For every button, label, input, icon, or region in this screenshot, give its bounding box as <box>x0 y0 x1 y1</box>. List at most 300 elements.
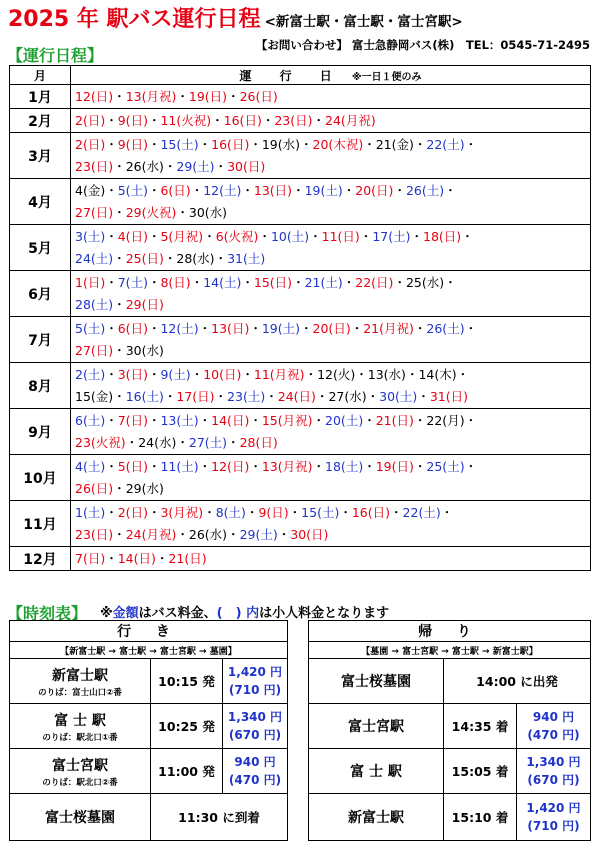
day-entry: 20(日) <box>355 183 394 198</box>
return-route: 【墓園 → 富士宮駅 → 富士駅 → 新富士駅】 <box>309 642 591 659</box>
separator: ・ <box>176 435 189 450</box>
operating-days <box>71 225 591 271</box>
fare-cell <box>517 794 591 841</box>
separator: ・ <box>312 413 326 428</box>
separator: ・ <box>113 89 126 104</box>
operating-days <box>71 501 591 547</box>
separator: ・ <box>363 413 376 428</box>
day-entry: 24(月祝) <box>325 113 376 128</box>
days-line <box>75 318 586 340</box>
first-station: 富士桜墓園 <box>309 659 444 704</box>
separator: ・ <box>227 435 240 450</box>
child-fare: (710 円) <box>527 819 580 833</box>
operating-days <box>71 271 591 317</box>
separator: ・ <box>163 159 177 174</box>
separator: ・ <box>176 89 189 104</box>
days-line <box>75 432 586 454</box>
timetable-section-label: 【時刻表】 <box>7 604 88 623</box>
timetable-row <box>309 659 591 704</box>
separator: ・ <box>444 275 457 290</box>
arrival-note: 11:30 に到着 <box>151 794 288 841</box>
separator: ・ <box>147 459 161 474</box>
fare-cell <box>517 749 591 794</box>
fare-cell <box>223 659 288 704</box>
separator: ・ <box>214 389 228 404</box>
days-line <box>75 294 586 316</box>
days-line <box>75 386 586 408</box>
separator: ・ <box>190 275 204 290</box>
day-entry: 2(日) <box>75 137 106 152</box>
day-entry: 17(日) <box>176 389 215 404</box>
day-entry: 21(日) <box>375 413 414 428</box>
day-entry: 7(土) <box>117 275 148 290</box>
day-entry: 20(日) <box>312 321 351 336</box>
day-entry: 13(日) <box>253 183 293 198</box>
day-entry: 14(日) <box>117 551 156 566</box>
day-entry: 9(日) <box>117 113 148 128</box>
month-row <box>10 109 591 133</box>
separator: ・ <box>456 367 470 382</box>
schedule-section-label: 【運行日程】 <box>7 46 104 65</box>
station-name: 新富士駅 <box>309 794 444 841</box>
fare-cell <box>223 749 288 794</box>
timetable-row <box>10 704 288 749</box>
month-label: 1月 <box>10 85 71 109</box>
separator: ・ <box>413 137 427 152</box>
adult-fare: 1,340 円 <box>227 710 283 724</box>
day-entry: 29(水) <box>125 481 164 496</box>
separator: ・ <box>176 205 189 220</box>
station-name: 富 士 駅 <box>309 749 444 794</box>
separator: ・ <box>125 435 139 450</box>
month-row <box>10 501 591 547</box>
separator: ・ <box>105 413 118 428</box>
timetable-row <box>10 749 288 794</box>
days-line <box>75 180 586 202</box>
separator: ・ <box>249 413 262 428</box>
separator: ・ <box>249 137 262 152</box>
departure-time: 10:25 発 <box>151 704 223 749</box>
separator: ・ <box>350 321 364 336</box>
separator: ・ <box>176 527 189 542</box>
separator: ・ <box>198 459 212 474</box>
day-entry: 5(日) <box>117 459 148 474</box>
separator: ・ <box>390 505 403 520</box>
month-label: 8月 <box>10 363 71 409</box>
day-entry: 26(土) <box>405 183 445 198</box>
day-entry: 13(水) <box>367 367 406 382</box>
days-line <box>75 478 586 500</box>
separator: ・ <box>461 229 474 244</box>
operating-days <box>71 547 591 571</box>
operating-days <box>71 85 591 109</box>
day-entry: 27(水) <box>328 389 367 404</box>
departure-time: 10:15 発 <box>151 659 223 704</box>
contact-info: 【お問い合わせ】 富士急静岡バス(株) TEL：0545-71-2495 <box>255 38 590 52</box>
month-label: 9月 <box>10 409 71 455</box>
month-label: 2月 <box>10 109 71 133</box>
day-entry: 9(日) <box>258 505 289 520</box>
day-entry: 6(日) <box>160 183 191 198</box>
separator: ・ <box>464 459 478 474</box>
separator: ・ <box>155 551 169 566</box>
separator: ・ <box>366 389 380 404</box>
platform-info: のりば：富士山口②番 <box>38 687 122 698</box>
month-label: 7月 <box>10 317 71 363</box>
separator: ・ <box>105 113 118 128</box>
day-entry: 23(日) <box>75 159 114 174</box>
separator: ・ <box>113 297 126 312</box>
day-entry: 5(土) <box>117 183 148 198</box>
month-row <box>10 317 591 363</box>
separator: ・ <box>304 367 318 382</box>
day-entry: 13(土) <box>160 413 199 428</box>
day-entry: 8(土) <box>215 505 246 520</box>
day-entry: 24(水) <box>138 435 177 450</box>
outbound-heading: 行 き <box>10 621 288 642</box>
separator: ・ <box>105 321 118 336</box>
separator: ・ <box>147 505 161 520</box>
separator: ・ <box>339 505 352 520</box>
separator: ・ <box>113 251 126 266</box>
separator: ・ <box>105 137 118 152</box>
separator: ・ <box>190 367 204 382</box>
separator: ・ <box>393 275 406 290</box>
separator: ・ <box>147 413 161 428</box>
adult-fare: 940 円 <box>532 710 575 724</box>
day-entry: 27(日) <box>75 343 114 358</box>
departure-time: 11:00 発 <box>151 749 223 794</box>
month-row <box>10 85 591 109</box>
days-line <box>75 548 586 570</box>
separator: ・ <box>105 183 118 198</box>
separator: ・ <box>105 505 118 520</box>
day-entry: 25(水) <box>405 275 445 290</box>
platform-info: のりば：駅北口①番 <box>42 732 118 743</box>
outbound-route: 【新富士駅 → 富士駅 → 富士宮駅 → 墓園】 <box>10 642 288 659</box>
month-label: 5月 <box>10 225 71 271</box>
day-entry: 16(日) <box>211 137 250 152</box>
separator: ・ <box>300 321 313 336</box>
separator: ・ <box>265 389 278 404</box>
note-mid: はバス料金、 <box>138 606 217 621</box>
final-station: 富士桜墓園 <box>10 794 151 841</box>
fare-cell <box>223 704 288 749</box>
station-name: 新富士駅 <box>52 667 108 684</box>
schedule-table <box>9 65 591 571</box>
day-entry: 16(日) <box>351 505 391 520</box>
separator: ・ <box>147 275 161 290</box>
day-entry: 11(火祝) <box>160 113 212 128</box>
adult-fare: 1,340 円 <box>526 755 581 769</box>
day-entry: 3(日) <box>117 367 148 382</box>
separator: ・ <box>105 551 118 566</box>
separator: ・ <box>113 481 126 496</box>
separator: ・ <box>292 183 305 198</box>
separator: ・ <box>147 321 161 336</box>
separator: ・ <box>249 321 262 336</box>
days-header-label: 運 行 日 <box>239 68 344 83</box>
separator: ・ <box>203 229 216 244</box>
operating-days <box>71 455 591 501</box>
separator: ・ <box>163 251 177 266</box>
separator: ・ <box>258 229 271 244</box>
title-subtitle: <新富士駅・富士駅・富士宮駅> <box>264 14 463 30</box>
day-entry: 18(土) <box>325 459 364 474</box>
month-label: 6月 <box>10 271 71 317</box>
separator: ・ <box>105 275 118 290</box>
separator: ・ <box>214 251 228 266</box>
day-entry: 14(木) <box>418 367 457 382</box>
day-entry: 26(日) <box>75 481 114 496</box>
adult-fare: 1,420 円 <box>227 665 283 679</box>
month-row <box>10 455 591 501</box>
day-entry: 30(日) <box>227 159 266 174</box>
platform-info: のりば：駅北口②番 <box>42 777 118 788</box>
day-entry: 1(土) <box>75 505 106 520</box>
day-entry: 14(土) <box>203 275 242 290</box>
separator: ・ <box>363 459 376 474</box>
separator: ・ <box>413 459 427 474</box>
separator: ・ <box>464 321 478 336</box>
station-name: 富 士 駅 <box>54 712 106 729</box>
arrival-time: 15:05 着 <box>444 749 517 794</box>
station-name: 富士宮駅 <box>52 757 108 774</box>
timetable-row <box>10 794 288 841</box>
separator: ・ <box>147 113 161 128</box>
note-inside: 内 <box>241 606 260 621</box>
title-main: 2025 年 駅バス運行日程 <box>8 7 261 32</box>
day-entry: 30(日) <box>290 527 329 542</box>
day-entry: 17(土) <box>372 229 411 244</box>
day-entry: 28(日) <box>239 435 278 450</box>
separator: ・ <box>444 183 457 198</box>
separator: ・ <box>147 367 161 382</box>
timetable-row <box>309 749 591 794</box>
adult-fare: 940 円 <box>234 755 276 769</box>
day-entry: 22(土) <box>402 505 441 520</box>
days-line <box>75 248 586 270</box>
day-entry: 16(土) <box>125 389 164 404</box>
day-entry: 21(金) <box>375 137 414 152</box>
separator: ・ <box>113 527 126 542</box>
separator: ・ <box>105 367 118 382</box>
day-entry: 12(日) <box>211 459 250 474</box>
day-entry: 28(土) <box>75 297 114 312</box>
separator: ・ <box>288 505 302 520</box>
day-entry: 26(日) <box>239 89 278 104</box>
days-line <box>75 272 586 294</box>
days-line <box>75 110 586 132</box>
day-entry: 24(日) <box>277 389 316 404</box>
day-entry: 25(土) <box>426 459 465 474</box>
month-row <box>10 179 591 225</box>
separator: ・ <box>147 183 161 198</box>
separator: ・ <box>198 137 212 152</box>
day-entry: 8(日) <box>160 275 191 290</box>
child-fare: (470 円) <box>228 773 282 787</box>
day-entry: 15(土) <box>301 505 340 520</box>
days-line <box>75 502 586 524</box>
timetable-row <box>309 704 591 749</box>
arrival-time: 15:10 着 <box>444 794 517 841</box>
day-entry: 30(水) <box>188 205 228 220</box>
separator: ・ <box>147 229 161 244</box>
day-entry: 5(月祝) <box>160 229 204 244</box>
separator: ・ <box>355 367 368 382</box>
day-entry: 15(月祝) <box>261 413 313 428</box>
separator: ・ <box>147 137 161 152</box>
days-line <box>75 364 586 386</box>
day-entry: 26(水) <box>188 527 228 542</box>
station-cell <box>10 704 151 749</box>
day-entry: 30(水) <box>125 343 164 358</box>
day-entry: 2(日) <box>117 505 148 520</box>
separator: ・ <box>227 527 240 542</box>
day-entry: 23(火祝) <box>75 435 126 450</box>
separator: ・ <box>309 229 322 244</box>
child-fare: (470 円) <box>527 728 580 742</box>
day-entry: 31(土) <box>227 251 266 266</box>
days-line <box>75 524 586 546</box>
separator: ・ <box>363 137 376 152</box>
day-entry: 25(日) <box>125 251 164 266</box>
day-entry: 16(日) <box>223 113 262 128</box>
separator: ・ <box>214 159 228 174</box>
day-entry: 24(月祝) <box>125 527 177 542</box>
day-entry: 26(水) <box>125 159 164 174</box>
separator: ・ <box>312 459 326 474</box>
day-entry: 22(日) <box>355 275 394 290</box>
adult-fare: 1,420 円 <box>526 801 581 815</box>
fare-cell <box>517 704 591 749</box>
child-fare: (670 円) <box>527 773 580 787</box>
separator: ・ <box>241 367 254 382</box>
separator: ・ <box>241 183 254 198</box>
note-prefix: ※ <box>100 606 113 621</box>
operating-days <box>71 317 591 363</box>
separator: ・ <box>113 389 126 404</box>
separator: ・ <box>359 229 373 244</box>
note-fare-word: 金額 <box>112 606 139 621</box>
separator: ・ <box>163 389 177 404</box>
days-line <box>75 456 586 478</box>
days-line <box>75 410 586 432</box>
days-header-note: ※一日１便のみ <box>351 71 422 83</box>
day-entry: 22(月) <box>426 413 465 428</box>
operating-days <box>71 109 591 133</box>
day-entry: 2(土) <box>75 367 106 382</box>
day-entry: 23(日) <box>75 527 114 542</box>
day-entry: 28(水) <box>176 251 215 266</box>
month-row <box>10 409 591 455</box>
timetable-row <box>309 794 591 841</box>
day-entry: 15(金) <box>75 389 114 404</box>
month-label: 12月 <box>10 547 71 571</box>
days-line <box>75 156 586 178</box>
month-row <box>10 271 591 317</box>
day-entry: 5(土) <box>75 321 106 336</box>
separator: ・ <box>440 505 454 520</box>
day-entry: 15(日) <box>253 275 293 290</box>
day-entry: 19(土) <box>261 321 301 336</box>
month-row <box>10 547 591 571</box>
day-entry: 29(土) <box>176 159 215 174</box>
day-entry: 11(土) <box>160 459 199 474</box>
day-entry: 13(月祝) <box>125 89 177 104</box>
separator: ・ <box>198 413 212 428</box>
return-heading: 帰 り <box>309 621 591 642</box>
separator: ・ <box>227 89 240 104</box>
month-label: 11月 <box>10 501 71 547</box>
day-entry: 21(日) <box>168 551 207 566</box>
day-entry: 19(水) <box>261 137 301 152</box>
day-entry: 22(土) <box>426 137 465 152</box>
day-entry: 4(土) <box>75 459 106 474</box>
separator: ・ <box>261 113 275 128</box>
month-label: 4月 <box>10 179 71 225</box>
separator: ・ <box>464 413 478 428</box>
schedule-body <box>10 85 591 571</box>
return-timetable <box>308 620 591 841</box>
day-entry: 10(日) <box>203 367 242 382</box>
day-entry: 7(日) <box>75 551 106 566</box>
separator: ・ <box>198 321 212 336</box>
day-entry: 2(日) <box>75 113 106 128</box>
day-entry: 26(土) <box>426 321 465 336</box>
note-suffix: は小人料金となります <box>259 606 390 621</box>
separator: ・ <box>105 459 118 474</box>
day-entry: 18(日) <box>423 229 462 244</box>
days-line <box>75 134 586 156</box>
operating-days <box>71 409 591 455</box>
operating-days <box>71 133 591 179</box>
day-entry: 3(土) <box>75 229 106 244</box>
day-entry: 12(土) <box>203 183 242 198</box>
day-entry: 27(日) <box>75 205 114 220</box>
day-entry: 31(日) <box>429 389 468 404</box>
page-title <box>8 2 598 36</box>
day-entry: 19(日) <box>375 459 414 474</box>
day-entry: 19(日) <box>188 89 228 104</box>
day-entry: 19(土) <box>304 183 343 198</box>
day-entry: 20(木祝) <box>312 137 364 152</box>
month-row <box>10 363 591 409</box>
separator: ・ <box>464 137 478 152</box>
month-row <box>10 133 591 179</box>
operating-days <box>71 179 591 225</box>
separator: ・ <box>113 159 126 174</box>
day-entry: 20(土) <box>325 413 364 428</box>
separator: ・ <box>405 367 419 382</box>
separator: ・ <box>113 205 126 220</box>
separator: ・ <box>413 321 427 336</box>
outbound-timetable <box>9 620 288 841</box>
station-name: 富士宮駅 <box>309 704 444 749</box>
day-entry: 24(土) <box>75 251 114 266</box>
day-entry: 13(月祝) <box>261 459 313 474</box>
separator: ・ <box>105 229 118 244</box>
day-entry: 23(土) <box>227 389 266 404</box>
day-entry: 29(日) <box>125 297 164 312</box>
day-entry: 3(月祝) <box>160 505 204 520</box>
timetable-note <box>100 602 389 621</box>
child-fare: (710 円) <box>228 683 282 697</box>
day-entry: 11(日) <box>321 229 360 244</box>
day-entry: 4(金) <box>75 183 106 198</box>
separator: ・ <box>249 459 262 474</box>
month-row <box>10 225 591 271</box>
